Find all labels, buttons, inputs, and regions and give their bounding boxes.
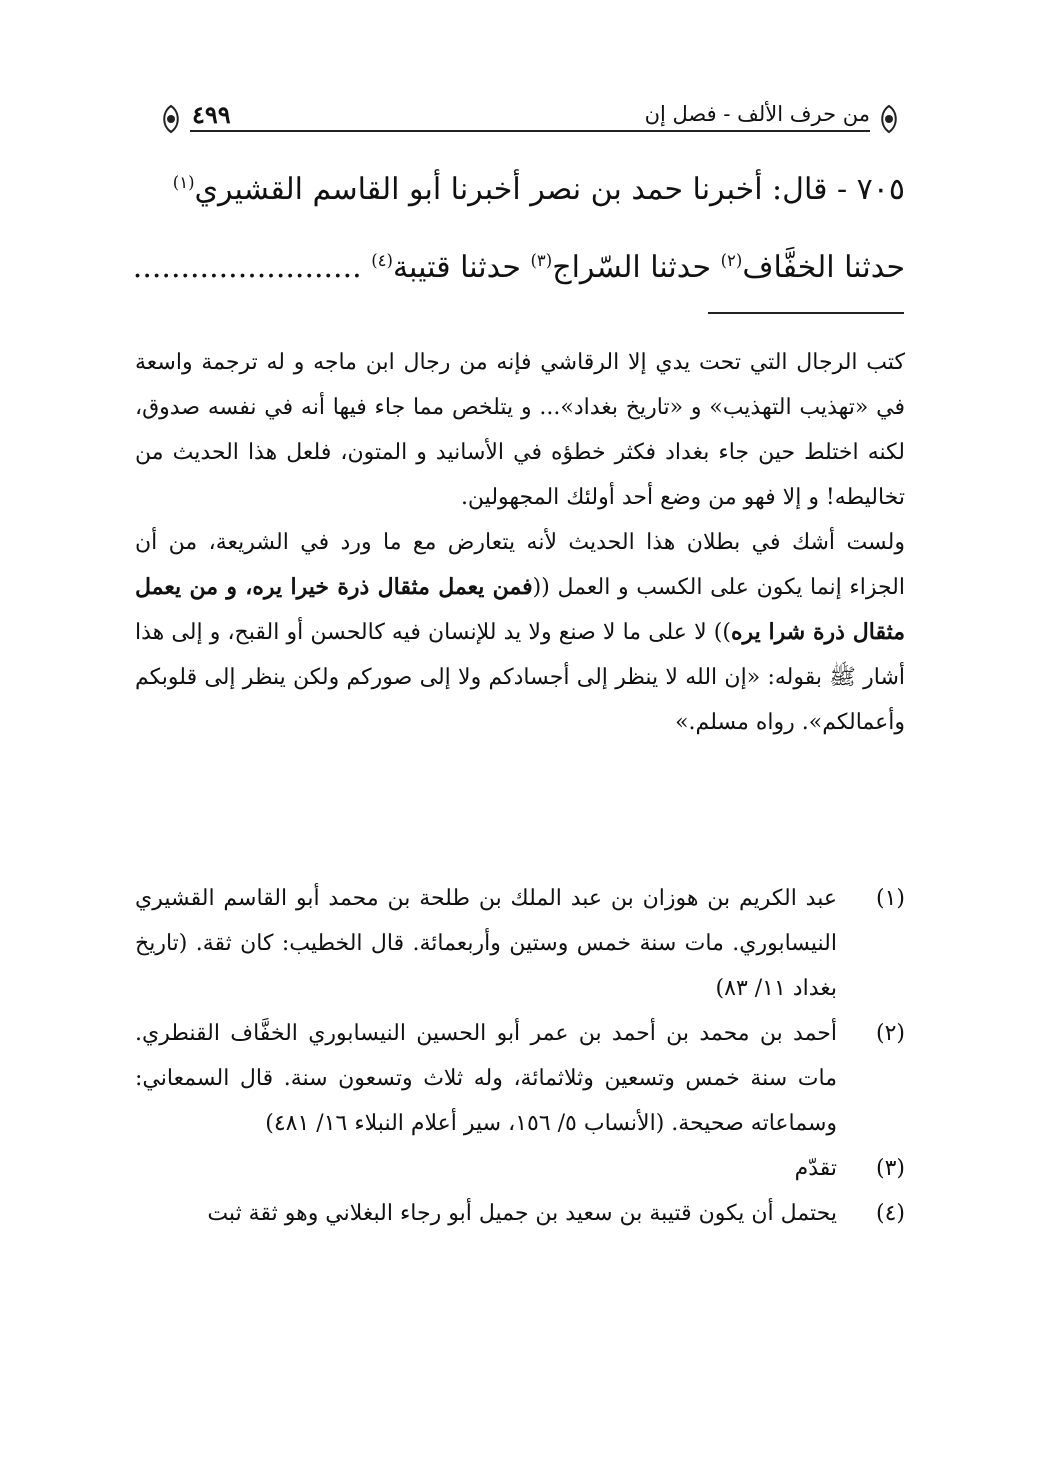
- footnote-number: (٣): [875, 1156, 905, 1181]
- footnote-item: [135, 1011, 905, 1146]
- hadith-text: حدثنا السّراج: [552, 250, 721, 285]
- footnote-number: (١): [875, 886, 905, 911]
- footnote-ref-2: (٢): [720, 251, 743, 270]
- footnote-separator: [708, 312, 904, 314]
- footnote-text: تقدّم: [794, 1156, 837, 1181]
- hadith-text: حدثنا قتيبة: [392, 250, 531, 285]
- commentary-block: [135, 340, 905, 745]
- hadith-line-1: [135, 168, 905, 212]
- commentary-text: )) لا على ما لا صنع ولا يد للإنسان فيه كالحسن أو القبح، و إلى هذا أشار ﷺ بقوله: «إن الله لا ينظر إلى أجسادكم ولا إلى صوركم ولكن ينظر إلى قلوبكم وأعمالكم». رواه مسلم.»: [135, 620, 905, 735]
- header-rule: [190, 130, 870, 132]
- footnote-ref-1: (١): [172, 173, 195, 192]
- footnote-ref-3: (٣): [530, 251, 553, 270]
- footnote-text: أحمد بن محمد بن أحمد بن عمر أبو الحسين النيسابوري الخفَّاف القنطري. مات سنة خمس وتسعين وثلاثمائة، وله ثلاث وتسعون سنة. قال السمعاني: وسماعاته صحيحة. (الأنساب ٥/ ١٥٦، سير أعلام النبلاء ١٦/ ٤٨١): [135, 1021, 837, 1136]
- page-number: ٤٩٩: [192, 100, 231, 129]
- hadith-text: حدثنا الخفَّاف: [742, 250, 905, 285]
- footnote-number: (٢): [875, 1021, 905, 1046]
- continuation-dots: ........................: [132, 250, 372, 285]
- footnote-item: [135, 1146, 905, 1191]
- ornament-left-icon: [158, 104, 184, 134]
- footnote-item: [135, 1191, 905, 1236]
- footnote-text: عبد الكريم بن هوزان بن عبد الملك بن طلحة بن محمد أبو القاسم القشيري النيسابوري. مات سنة خمس وستين وأربعمائة. قال الخطيب: كان ثقة. (تاريخ بغداد ١١/ ٨٣): [135, 886, 837, 1001]
- footnote-ref-4: (٤): [371, 251, 393, 270]
- footnotes-list: [135, 876, 905, 1236]
- hadith-text: ٧٠٥ - قال: أخبرنا حمد بن نصر أخبرنا أبو القاسم القشيري: [194, 172, 905, 207]
- chapter-title: من حرف الألف - فصل إن: [644, 102, 870, 126]
- commentary-text: ولست أشك في بطلان هذا الحديث لأنه يتعارض مع ما ورد في الشريعة، من أن الجزاء إنما يكون على الكسب و العمل ((: [135, 530, 905, 600]
- ornament-right-icon: [876, 104, 902, 134]
- quran-verse: فمن يعمل مثقال ذرة خيرا يره، و من يعمل مثقال ذرة شرا يره: [135, 574, 906, 645]
- commentary-paragraph-1: كتب الرجال التي تحت يدي إلا الرقاشي فإنه من رجال ابن ماجه و له ترجمة واسعة في «تهذيب التهذيب» و «تاريخ بغداد»... و يتلخص مما جاء فيها أنه في نفسه صدوق، لكنه اختلط حين جاء بغداد فكثر خطؤه في الأسانيد و المتون، فلعل هذا الحديث من تخاليطه! و إلا فهو من وضع أحد أولئك المجهولين.: [135, 350, 905, 510]
- footnote-item: [135, 876, 905, 1011]
- footnote-number: (٤): [875, 1201, 905, 1226]
- running-header: [130, 96, 910, 136]
- hadith-line-2: [132, 246, 905, 290]
- commentary-paragraph-2: [135, 520, 905, 745]
- footnote-text: يحتمل أن يكون قتيبة بن سعيد بن جميل أبو رجاء البغلاني وهو ثقة ثبت: [207, 1201, 837, 1226]
